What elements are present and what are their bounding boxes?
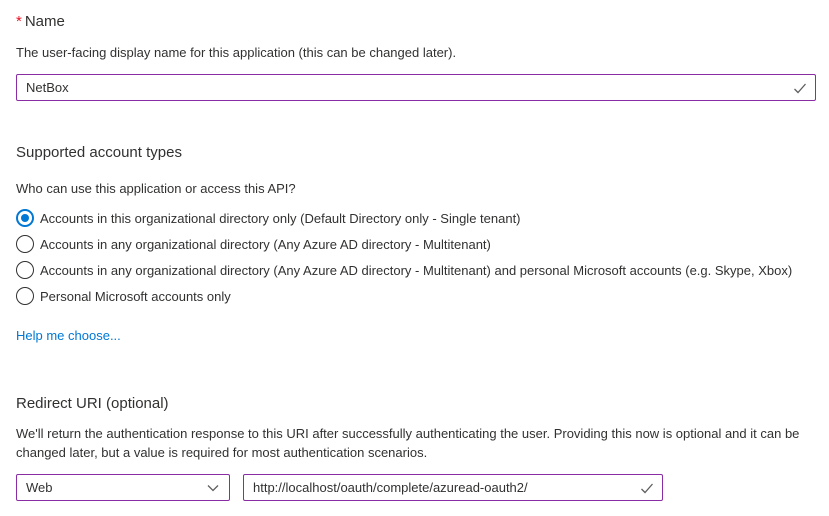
radio-button-icon[interactable]: [16, 287, 34, 305]
check-icon: [640, 481, 654, 495]
check-icon: [793, 81, 807, 95]
redirect-uri-description: We'll return the authentication response to this URI after successfully authenticating the user. Providing this now is optional and it can be changed later, but a value is required for most authentication scenarios.: [16, 426, 800, 460]
chevron-down-icon: [206, 481, 220, 495]
name-section-title-text: Name: [24, 13, 65, 30]
account-types-question: Who can use this application or access this API?: [16, 181, 296, 196]
platform-select[interactable]: [16, 474, 230, 501]
required-asterisk: *: [16, 13, 22, 30]
help-me-choose-link[interactable]: Help me choose...: [16, 328, 121, 343]
platform-select-value: Web: [26, 480, 53, 495]
radio-option-label: Accounts in any organizational directory (Any Azure AD directory - Multitenant): [40, 236, 491, 252]
redirect-uri-input[interactable]: [243, 474, 663, 501]
name-description: The user-facing display name for this application (this can be changed later).: [16, 45, 457, 60]
name-section-title: [16, 11, 816, 32]
account-types-radio-group: [16, 205, 816, 309]
radio-option-label: Accounts in this organizational directory only (Default Directory only - Single tenant): [40, 210, 521, 226]
radio-button-icon[interactable]: [16, 235, 34, 253]
account-types-title: Supported account types: [16, 144, 182, 161]
radio-option-single-tenant[interactable]: [16, 205, 816, 231]
radio-option-personal-only[interactable]: [16, 283, 816, 309]
radio-option-label: Accounts in any organizational directory (Any Azure AD directory - Multitenant) and personal Microsoft accounts (e.g. Skype, Xbox): [40, 262, 793, 278]
radio-button-icon[interactable]: [16, 261, 34, 279]
name-input[interactable]: [16, 74, 816, 101]
redirect-uri-input-wrap: [243, 474, 663, 501]
radio-option-label: Personal Microsoft accounts only: [40, 288, 231, 304]
radio-button-icon[interactable]: [16, 209, 34, 227]
radio-option-multitenant-personal[interactable]: [16, 257, 816, 283]
radio-option-multitenant[interactable]: [16, 231, 816, 257]
redirect-uri-title: Redirect URI (optional): [16, 395, 169, 412]
redirect-uri-row: [16, 474, 816, 501]
name-input-wrap: [16, 74, 816, 101]
